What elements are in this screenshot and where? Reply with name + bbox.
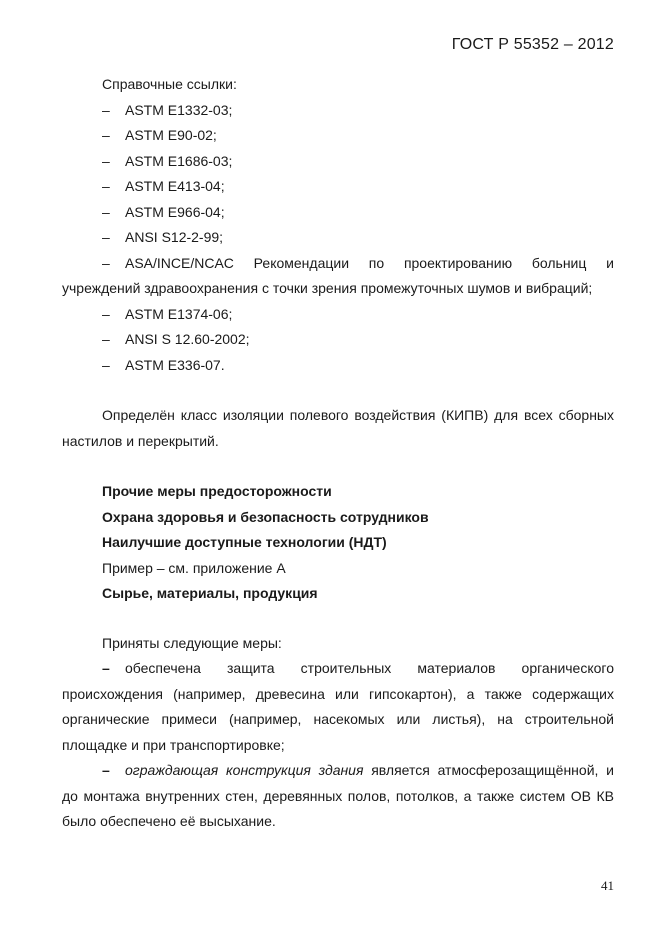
- heading-materials: Сырье, материалы, продукция: [102, 585, 318, 601]
- document-header: ГОСТ Р 55352 – 2012: [451, 36, 614, 53]
- class-paragraph: Определён класс изоляции полевого воздействия (КИПВ) для всех сборных настилов и перекрытий.: [62, 407, 614, 449]
- reference-item: – ANSI S12-2-99;: [62, 225, 614, 251]
- heading-precautions: Прочие меры предосторожности: [102, 483, 332, 499]
- reference-item: – ASTM E413-04;: [62, 174, 614, 200]
- reference-item-long-continuation: учреждений здравоохранения с точки зрения промежуточных шумов и вибраций;: [62, 280, 593, 296]
- measure-item: – обеспечена защита строительных материалов органического происхождения (например, древесина или гипсокартон), а также содержащих органические примеси (например, насекомых или листья), на строительной площадке и при транспортировке;: [62, 656, 614, 758]
- page-number: 41: [601, 878, 614, 893]
- dash-marker: –: [102, 254, 110, 271]
- dash-marker: –: [102, 152, 110, 169]
- dash-marker: –: [102, 660, 110, 676]
- dash-marker: –: [102, 356, 110, 373]
- measure-item: – ограждающая конструкция здания является атмосферозащищённой, и до монтажа внутренних стен, деревянных полов, потолков, а также систем ОВ КВ было обеспечено её высыхание.: [62, 758, 614, 835]
- heading-health-safety: Охрана здоровья и безопасность сотрудников: [102, 508, 429, 525]
- reference-item: – ASTM E966-04;: [62, 200, 614, 226]
- italic-term: ограждающая конструкция здания: [125, 762, 364, 778]
- dash-marker: –: [102, 229, 110, 245]
- dash-marker: –: [102, 127, 110, 143]
- reference-item: – ASTM E1374-06;: [62, 302, 614, 328]
- heading-bat: Наилучшие доступные технологии (НДТ): [102, 534, 387, 550]
- reference-item: – ASTM E336-07.: [62, 353, 614, 379]
- dash-marker: –: [102, 762, 110, 778]
- dash-marker: –: [102, 178, 110, 194]
- reference-item: – ANSI S 12.60-2002;: [62, 327, 614, 353]
- page-content: [62, 72, 614, 835]
- dash-marker: –: [102, 203, 110, 220]
- measures-intro: Приняты следующие меры:: [102, 634, 282, 651]
- reference-item: – ASTM E90-02;: [62, 123, 614, 149]
- dash-marker: –: [102, 305, 110, 322]
- reference-item-long: – ASA/INCE/NCAC Рекомендации по проектированию больниц и: [62, 251, 614, 277]
- example-reference: Пример – см. приложение А: [102, 559, 286, 576]
- reference-item: – ASTM E1686-03;: [62, 149, 614, 175]
- dash-marker: –: [102, 101, 110, 118]
- reference-item: – ASTM E1332-03;: [62, 98, 614, 124]
- dash-marker: –: [102, 331, 110, 347]
- references-title: Справочные ссылки:: [102, 76, 237, 92]
